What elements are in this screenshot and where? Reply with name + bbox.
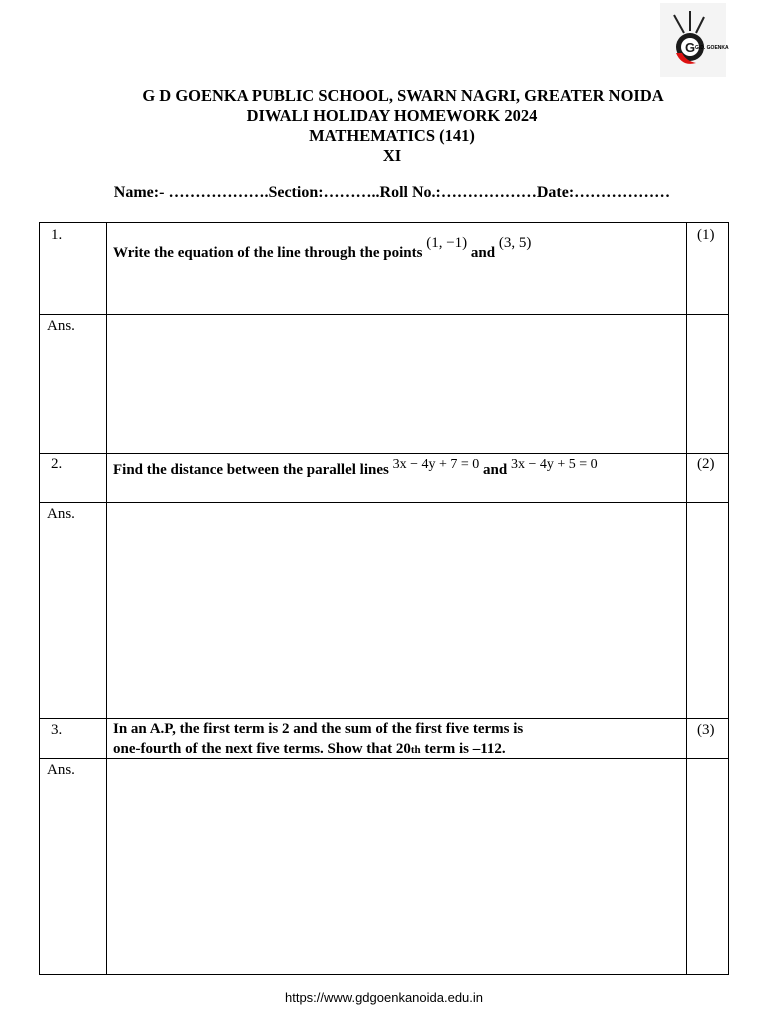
- svg-text:G: G: [685, 40, 696, 55]
- column-divider-marks: [686, 223, 687, 974]
- point-b: (3, 5): [498, 235, 532, 251]
- logo-wordmark: G.D. GOENKA: [695, 45, 729, 51]
- row-divider: [40, 453, 728, 454]
- student-info-line: Name:- ……………….Section:………..Roll No.:………………Date:………………: [113, 184, 671, 201]
- question-number: 2.: [51, 456, 63, 472]
- question-text-line-2-end: term is –112.: [420, 741, 506, 757]
- question-table: [39, 222, 729, 975]
- question-text: [113, 457, 598, 479]
- row-divider: [40, 314, 728, 315]
- question-joiner: and: [470, 245, 496, 261]
- question-number: 1.: [51, 227, 63, 243]
- class-title: XI: [382, 146, 402, 165]
- school-logo: [660, 3, 729, 77]
- question-text-start: Write the equation of the line through the points: [113, 245, 423, 261]
- question-text-line-1: In an A.P, the first term is 2 and the sum of the first five terms is: [113, 721, 524, 737]
- ordinal-suffix: th: [410, 744, 421, 756]
- marks-value: (1): [697, 227, 715, 243]
- question-text-start: Find the distance between the parallel lines: [113, 462, 389, 478]
- answer-label: Ans.: [47, 762, 75, 778]
- point-a: (1, −1): [426, 235, 468, 251]
- line-equation-a: 3x − 4y + 7 = 0: [392, 457, 480, 472]
- answer-label: Ans.: [47, 318, 75, 334]
- homework-title: DIWALI HOLIDAY HOMEWORK 2024: [246, 106, 538, 125]
- column-divider-number: [106, 223, 107, 974]
- answer-label: Ans.: [47, 506, 75, 522]
- subject-title: MATHEMATICS (141): [309, 126, 475, 145]
- question-text-line-2: [113, 741, 506, 758]
- question-joiner: and: [483, 462, 508, 478]
- question-text-line-2-start: one-fourth of the next five terms. Show that 20: [113, 741, 411, 757]
- marks-value: (3): [697, 722, 715, 738]
- footer-url[interactable]: https://www.gdgoenkanoida.edu.in: [284, 990, 484, 1005]
- question-text: [113, 235, 532, 262]
- row-divider: [40, 718, 728, 719]
- school-name: G D GOENKA PUBLIC SCHOOL, SWARN NAGRI, GREATER NOIDA: [142, 86, 664, 105]
- marks-value: (2): [697, 456, 715, 472]
- question-number: 3.: [51, 722, 63, 738]
- row-divider: [40, 758, 728, 759]
- line-equation-b: 3x − 4y + 5 = 0: [510, 457, 598, 472]
- row-divider: [40, 502, 728, 503]
